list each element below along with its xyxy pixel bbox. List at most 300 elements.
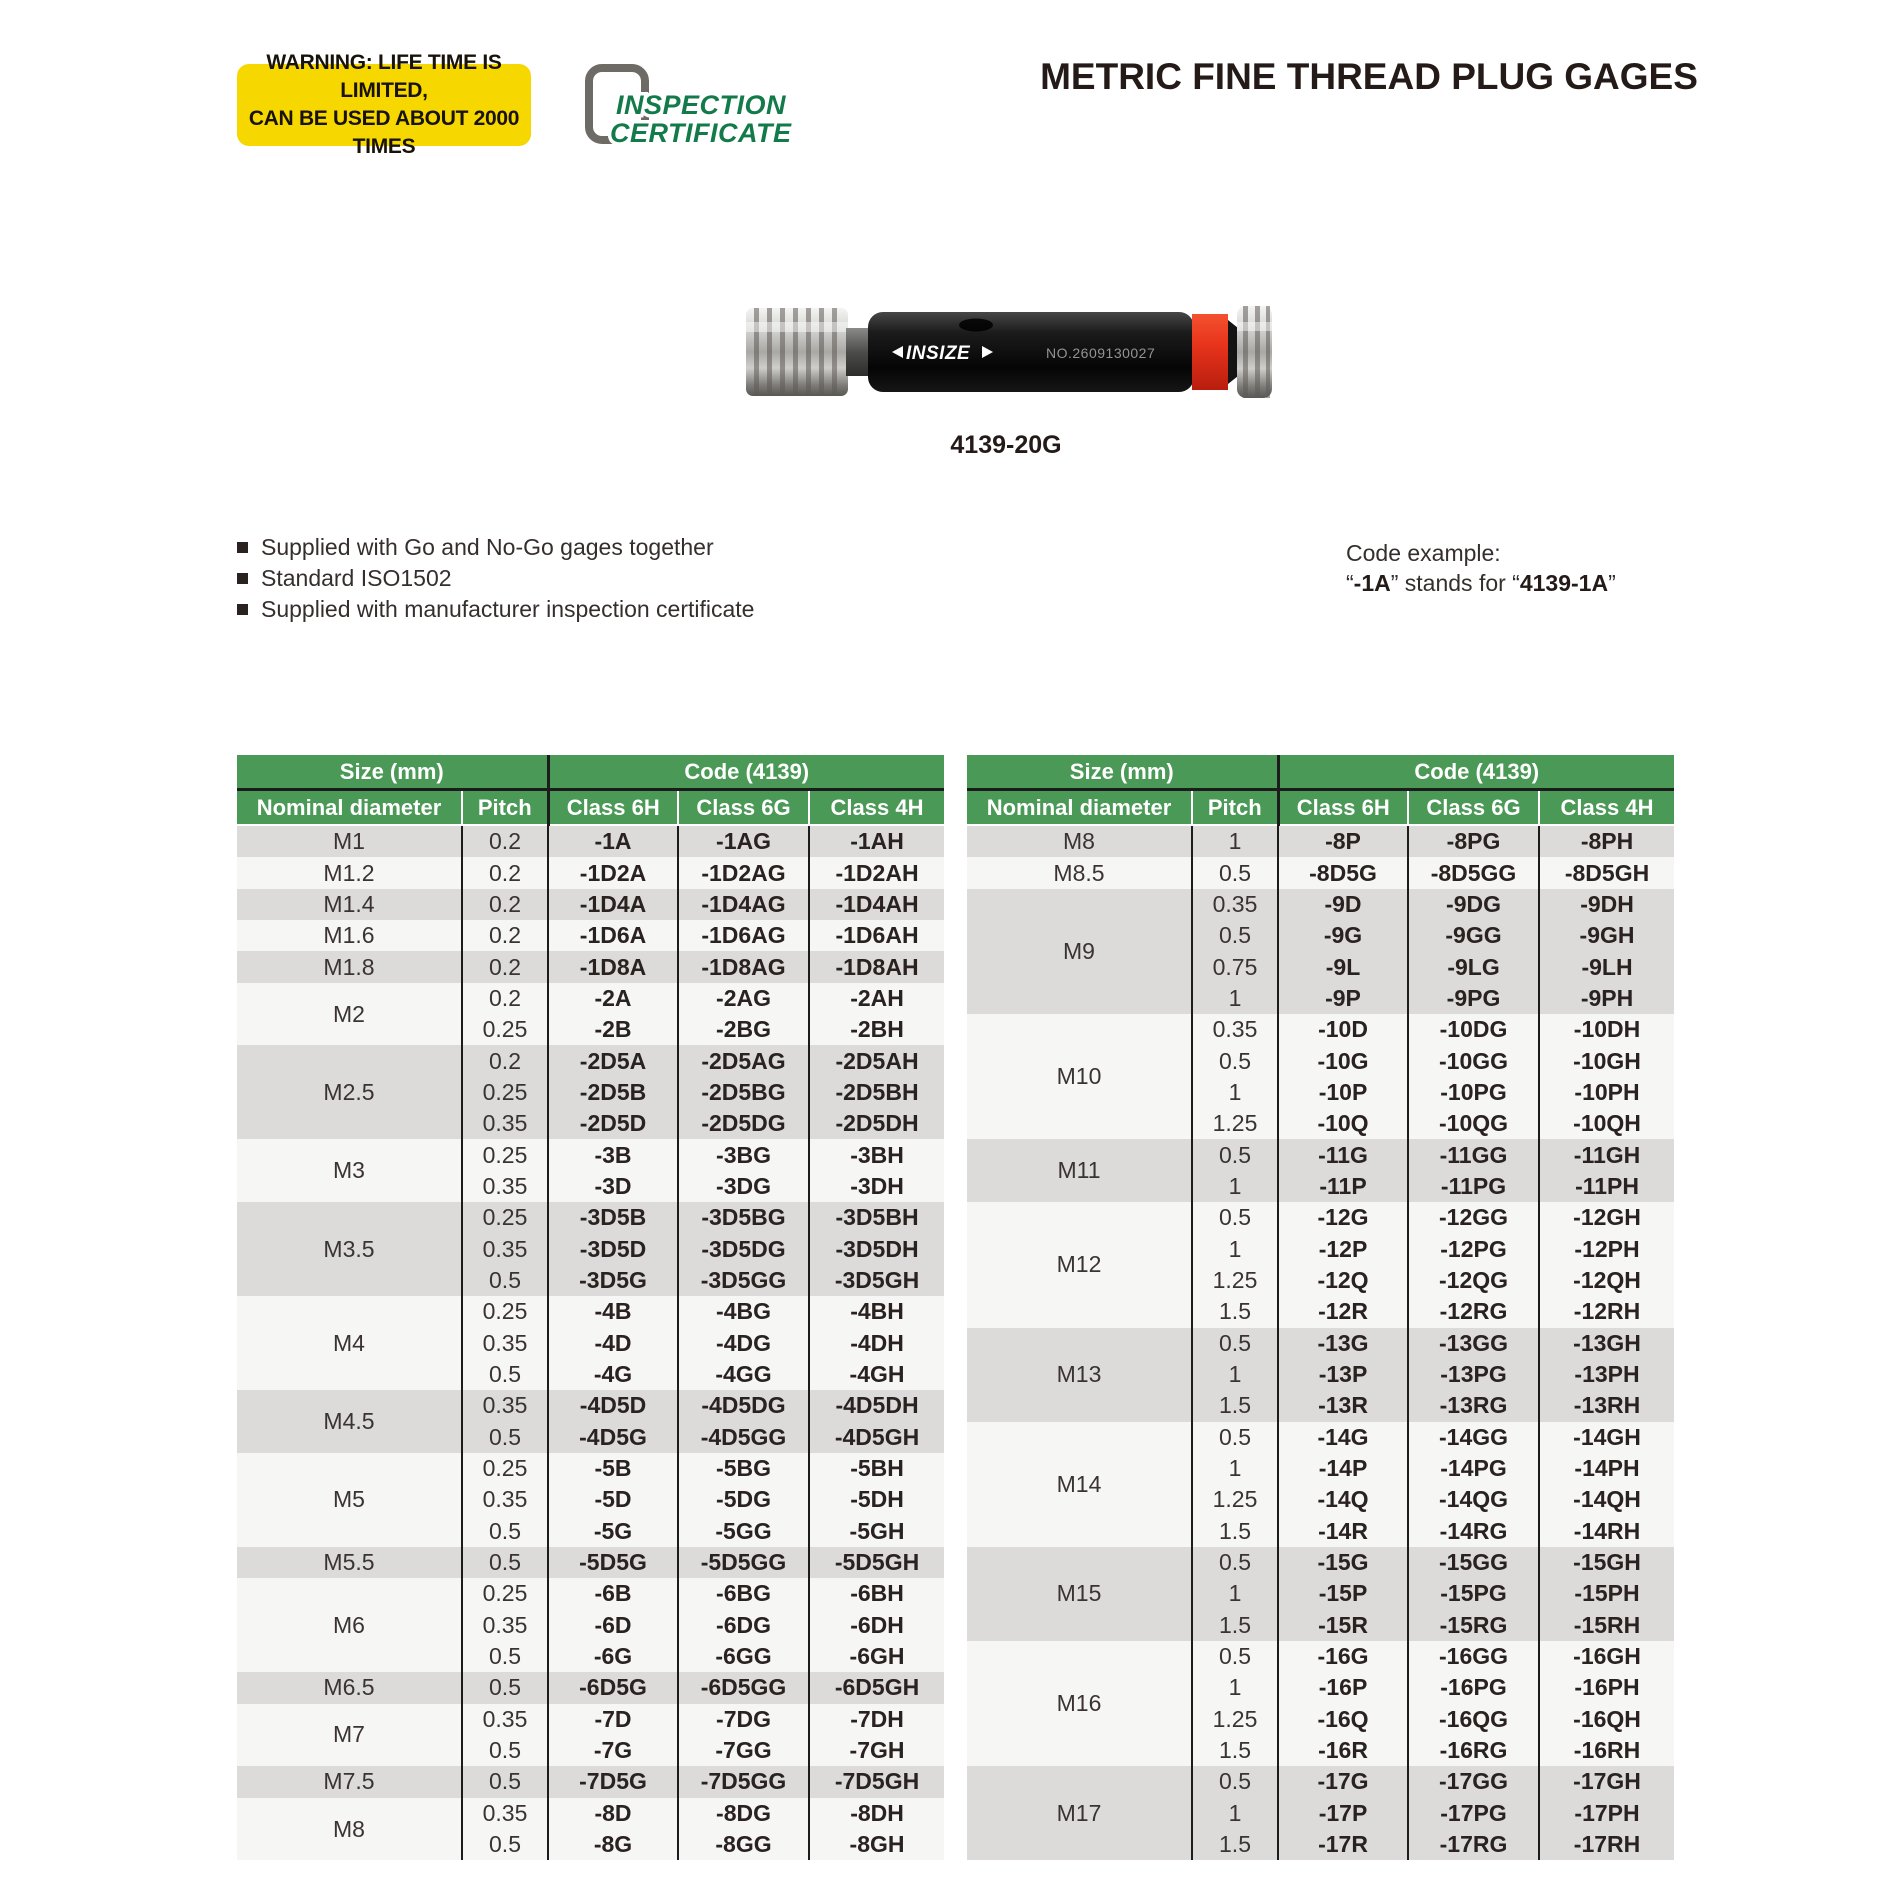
class-6h-cell: -10P [1278,1077,1408,1108]
class-6h-cell: -1A [548,825,678,857]
class-4h-cell: -13RH [1539,1390,1674,1421]
class-6g-cell: -12RG [1408,1296,1539,1327]
plug-gage-image [740,300,1272,404]
class-6g-cell: -5BG [678,1453,809,1484]
table-row [237,825,944,857]
pitch-cell: 0.35 [462,1328,548,1359]
class-6h-cell: -17P [1278,1798,1408,1829]
code-group-header: Code (4139) [548,755,944,790]
class-4h-cell: -10PH [1539,1077,1674,1108]
pitch-cell: 0.2 [462,825,548,857]
nominal-diameter-cell: M13 [967,1328,1192,1422]
pitch-cell: 0.35 [462,1610,548,1641]
table-header [237,755,944,825]
quote-open: “ [1346,570,1354,596]
table-row [237,1547,944,1578]
class-6h-cell: -1D8A [548,951,678,982]
diameter-group [237,1798,944,1861]
class-6h-cell: -12G [1278,1202,1408,1233]
class-6h-cell: -2B [548,1014,678,1045]
class-4h-cell: -8D5GH [1539,857,1674,888]
class-6g-cell: -9PG [1408,983,1539,1014]
class-6h-cell: -4D5D [548,1390,678,1421]
col-class-4h: Class 4H [1539,790,1674,826]
page-title: METRIC FINE THREAD PLUG GAGES [1040,56,1698,97]
class-4h-cell: -4DH [809,1328,944,1359]
class-6h-cell: -3D5D [548,1233,678,1264]
class-4h-cell: -7DH [809,1704,944,1735]
class-4h-cell: -5BH [809,1453,944,1484]
gage-neck-right [1228,320,1238,384]
class-6g-cell: -13PG [1408,1359,1539,1390]
class-6g-cell: -12QG [1408,1265,1539,1296]
table-row [237,1453,944,1484]
col-class-6h: Class 6H [1278,790,1408,826]
warning-box [237,51,531,158]
class-6h-cell: -15P [1278,1578,1408,1609]
class-6g-cell: -3D5DG [678,1233,809,1264]
pitch-cell: 0.5 [462,1829,548,1860]
pitch-cell: 1.5 [1192,1516,1278,1547]
table-row [967,889,1674,920]
pitch-cell: 1.25 [1192,1265,1278,1296]
table-row [237,1798,944,1829]
class-6g-cell: -9GG [1408,920,1539,951]
class-6g-cell: -9DG [1408,889,1539,920]
pitch-cell: 1 [1192,1171,1278,1202]
class-4h-cell: -9PH [1539,983,1674,1014]
class-6h-cell: -11P [1278,1171,1408,1202]
nominal-diameter-cell: M6 [237,1578,462,1672]
pitch-cell: 0.35 [462,1798,548,1829]
class-4h-cell: -15GH [1539,1547,1674,1578]
table-row [237,1139,944,1170]
table-header [967,755,1674,825]
pitch-cell: 0.2 [462,983,548,1014]
pitch-cell: 1 [1192,1233,1278,1264]
class-6h-cell: -15R [1278,1610,1408,1641]
class-6g-cell: -4D5GG [678,1422,809,1453]
pitch-cell: 0.35 [462,1108,548,1139]
class-4h-cell: -12RH [1539,1296,1674,1327]
class-6h-cell: -2A [548,983,678,1014]
class-6h-cell: -9L [1278,951,1408,982]
col-class-6h: Class 6H [548,790,678,826]
diameter-group [237,1045,944,1139]
class-4h-cell: -2D5DH [809,1108,944,1139]
pitch-cell: 0.35 [462,1233,548,1264]
pitch-cell: 0.75 [1192,951,1278,982]
class-6g-cell: -4GG [678,1359,809,1390]
class-6g-cell: -6BG [678,1578,809,1609]
code-example-label: Code example: [1346,540,1501,566]
pitch-cell: 0.35 [462,1171,548,1202]
square-bullet-icon [237,542,248,553]
class-6h-cell: -9P [1278,983,1408,1014]
warning-text-line1: WARNING: LIFE TIME IS LIMITED, [266,51,502,102]
class-6g-cell: -8GG [678,1829,809,1860]
class-6h-cell: -14Q [1278,1484,1408,1515]
table-row [967,1641,1674,1672]
class-6g-cell: -3D5GG [678,1265,809,1296]
table-row [967,1547,1674,1578]
class-4h-cell: -11GH [1539,1139,1674,1170]
class-6h-cell: -3D [548,1171,678,1202]
class-6h-cell: -13G [1278,1328,1408,1359]
class-4h-cell: -12PH [1539,1233,1674,1264]
class-4h-cell: -16QH [1539,1704,1674,1735]
class-6g-cell: -10PG [1408,1077,1539,1108]
class-4h-cell: -10DH [1539,1014,1674,1045]
pitch-cell: 0.25 [462,1578,548,1609]
pitch-cell: 0.5 [1192,857,1278,888]
class-4h-cell: -14PH [1539,1453,1674,1484]
table-row [237,1766,944,1797]
table-row [237,1672,944,1703]
class-6g-cell: -2D5BG [678,1077,809,1108]
class-4h-cell: -3BH [809,1139,944,1170]
pitch-cell: 1.5 [1192,1735,1278,1766]
certificate-icon [572,52,812,162]
class-4h-cell: -5DH [809,1484,944,1515]
class-4h-cell: -8GH [809,1829,944,1860]
class-6g-cell: -5D5GG [678,1547,809,1578]
square-bullet-icon [237,573,248,584]
class-4h-cell: -14RH [1539,1516,1674,1547]
class-4h-cell: -3DH [809,1171,944,1202]
class-4h-cell: -3D5DH [809,1233,944,1264]
class-6g-cell: -16PG [1408,1672,1539,1703]
class-6g-cell: -11PG [1408,1171,1539,1202]
class-4h-cell: -1D6AH [809,920,944,951]
class-6h-cell: -8P [1278,825,1408,857]
pitch-cell: 0.5 [462,1422,548,1453]
class-4h-cell: -16PH [1539,1672,1674,1703]
pitch-cell: 0.2 [462,951,548,982]
square-bullet-icon [237,604,248,615]
list-item [237,532,754,563]
class-4h-cell: -1D8AH [809,951,944,982]
nominal-diameter-cell: M1.2 [237,857,462,888]
pitch-cell: 1 [1192,983,1278,1014]
class-6h-cell: -17R [1278,1829,1408,1860]
class-6h-cell: -4D [548,1328,678,1359]
gage-body [868,312,1194,392]
table-row [237,1578,944,1609]
diameter-group [967,1139,1674,1202]
class-6h-cell: -16Q [1278,1704,1408,1735]
table-row [237,920,944,951]
class-6g-cell: -16RG [1408,1735,1539,1766]
pitch-cell: 0.5 [1192,1547,1278,1578]
size-group-header: Size (mm) [967,755,1278,790]
class-4h-cell: -15RH [1539,1610,1674,1641]
class-6h-cell: -6B [548,1578,678,1609]
class-6g-cell: -5DG [678,1484,809,1515]
class-6g-cell: -5GG [678,1516,809,1547]
table-row [237,1704,944,1735]
nominal-diameter-cell: M8 [967,825,1192,857]
class-6g-cell: -2D5DG [678,1108,809,1139]
table-row [237,1202,944,1233]
class-6g-cell: -8DG [678,1798,809,1829]
class-6h-cell: -1D6A [548,920,678,951]
table-row [967,857,1674,888]
class-4h-cell: -4GH [809,1359,944,1390]
nominal-diameter-cell: M2.5 [237,1045,462,1139]
nominal-diameter-cell: M8 [237,1798,462,1861]
nominal-diameter-cell: M17 [967,1766,1192,1860]
table-row [237,1296,944,1327]
class-6g-cell: -15RG [1408,1610,1539,1641]
col-nominal-diameter: Nominal diameter [237,790,462,826]
class-6g-cell: -8D5GG [1408,857,1539,888]
class-6h-cell: -16P [1278,1672,1408,1703]
pitch-cell: 0.5 [1192,1139,1278,1170]
feature-text: Supplied with Go and No-Go gages together [261,534,714,560]
pitch-cell: 0.2 [462,1045,548,1076]
class-6g-cell: -4DG [678,1328,809,1359]
pitch-cell: 1.5 [1192,1390,1278,1421]
class-6g-cell: -3BG [678,1139,809,1170]
nominal-diameter-cell: M1.4 [237,889,462,920]
class-6h-cell: -14G [1278,1422,1408,1453]
class-6g-cell: -7D5GG [678,1766,809,1797]
diameter-group [237,951,944,982]
nominal-diameter-cell: M12 [967,1202,1192,1327]
feature-list [237,532,754,625]
class-4h-cell: -9GH [1539,920,1674,951]
class-6g-cell: -17PG [1408,1798,1539,1829]
class-4h-cell: -6DH [809,1610,944,1641]
class-6h-cell: -7G [548,1735,678,1766]
pitch-cell: 0.35 [462,1704,548,1735]
nominal-diameter-cell: M4.5 [237,1390,462,1453]
class-6g-cell: -9LG [1408,951,1539,982]
nominal-diameter-cell: M3 [237,1139,462,1202]
nominal-diameter-cell: M5 [237,1453,462,1547]
go-thread-end [746,308,848,396]
pitch-cell: 1 [1192,1798,1278,1829]
pitch-cell: 0.35 [462,1484,548,1515]
pitch-cell: 0.5 [462,1265,548,1296]
class-6g-cell: -7GG [678,1735,809,1766]
nominal-diameter-cell: M8.5 [967,857,1192,888]
table-row [967,1422,1674,1453]
pitch-cell: 0.5 [1192,1328,1278,1359]
class-6g-cell: -2D5AG [678,1045,809,1076]
diameter-group [237,983,944,1046]
class-6h-cell: -2D5A [548,1045,678,1076]
class-4h-cell: -8PH [1539,825,1674,857]
class-4h-cell: -4D5GH [809,1422,944,1453]
table-row [967,1014,1674,1045]
list-item [237,563,754,594]
class-6g-cell: -10GG [1408,1045,1539,1076]
class-4h-cell: -6BH [809,1578,944,1609]
class-6h-cell: -10G [1278,1045,1408,1076]
product-code-caption: 4139-20G [950,431,1062,459]
pitch-cell: 0.2 [462,857,548,888]
nominal-diameter-cell: M6.5 [237,1672,462,1703]
code-group-header: Code (4139) [1278,755,1674,790]
list-item [237,594,754,625]
pitch-cell: 1 [1192,1077,1278,1108]
nominal-diameter-cell: M1.8 [237,951,462,982]
class-6g-cell: -4BG [678,1296,809,1327]
class-6h-cell: -16R [1278,1735,1408,1766]
table-row [967,1139,1674,1170]
class-6h-cell: -16G [1278,1641,1408,1672]
pitch-cell: 0.35 [1192,889,1278,920]
class-6h-cell: -5G [548,1516,678,1547]
class-6g-cell: -15PG [1408,1578,1539,1609]
pitch-cell: 0.25 [462,1077,548,1108]
pitch-cell: 0.25 [462,1014,548,1045]
pitch-cell: 0.25 [462,1202,548,1233]
quote-close: ” [1608,570,1616,596]
class-6h-cell: -8G [548,1829,678,1860]
diameter-group [967,1328,1674,1422]
col-class-6g: Class 6G [678,790,809,826]
class-6h-cell: -13P [1278,1359,1408,1390]
nominal-diameter-cell: M10 [967,1014,1192,1139]
code-example [1346,538,1616,598]
class-4h-cell: -12GH [1539,1202,1674,1233]
class-4h-cell: -14QH [1539,1484,1674,1515]
class-6h-cell: -6D5G [548,1672,678,1703]
class-6g-cell: -2BG [678,1014,809,1045]
class-6g-cell: -10DG [1408,1014,1539,1045]
class-6g-cell: -14RG [1408,1516,1539,1547]
class-4h-cell: -9LH [1539,951,1674,982]
class-6g-cell: -3D5BG [678,1202,809,1233]
inspection-certificate-logo [572,52,812,162]
diameter-group [967,825,1674,857]
diameter-group [237,857,944,888]
table-row [967,1766,1674,1797]
pitch-cell: 0.2 [462,889,548,920]
nominal-diameter-cell: M11 [967,1139,1192,1202]
table-row [967,1202,1674,1233]
class-4h-cell: -13GH [1539,1328,1674,1359]
pitch-cell: 0.5 [462,1766,548,1797]
product-figure [740,300,1272,460]
pitch-cell: 0.5 [462,1547,548,1578]
class-4h-cell: -4BH [809,1296,944,1327]
diameter-group [237,1390,944,1453]
diameter-group [967,1202,1674,1327]
class-6h-cell: -4G [548,1359,678,1390]
class-6h-cell: -9D [1278,889,1408,920]
class-6g-cell: -12PG [1408,1233,1539,1264]
code-middle-text: ” stands for “ [1390,570,1520,596]
class-6h-cell: -4D5G [548,1422,678,1453]
class-6g-cell: -17RG [1408,1829,1539,1860]
nominal-diameter-cell: M15 [967,1547,1192,1641]
table-row [237,1390,944,1421]
pitch-cell: 1 [1192,825,1278,857]
class-4h-cell: -3D5GH [809,1265,944,1296]
class-6h-cell: -10Q [1278,1108,1408,1139]
pitch-cell: 1 [1192,1359,1278,1390]
class-6g-cell: -2AG [678,983,809,1014]
pitch-cell: 0.25 [462,1139,548,1170]
class-6g-cell: -1D2AG [678,857,809,888]
nominal-diameter-cell: M5.5 [237,1547,462,1578]
class-6h-cell: -14P [1278,1453,1408,1484]
class-4h-cell: -5D5GH [809,1547,944,1578]
class-6g-cell: -1D4AG [678,889,809,920]
pitch-cell: 0.25 [462,1296,548,1327]
class-6g-cell: -14GG [1408,1422,1539,1453]
nominal-diameter-cell: M7 [237,1704,462,1767]
class-4h-cell: -6D5GH [809,1672,944,1703]
diameter-group [967,1014,1674,1139]
nogo-red-ring [1192,314,1228,390]
class-6h-cell: -3D5B [548,1202,678,1233]
class-4h-cell: -14GH [1539,1422,1674,1453]
col-pitch: Pitch [1192,790,1278,826]
class-6h-cell: -9G [1278,920,1408,951]
diameter-group [237,1766,944,1797]
diameter-group [237,889,944,920]
nominal-diameter-cell: M1 [237,825,462,857]
diameter-group [967,889,1674,1014]
class-4h-cell: -6GH [809,1641,944,1672]
class-6h-cell: -5D [548,1484,678,1515]
nogo-thread-end [1237,306,1272,398]
diameter-group [967,857,1674,888]
diameter-group [237,920,944,951]
class-6h-cell: -8D5G [1278,857,1408,888]
class-6h-cell: -12R [1278,1296,1408,1327]
class-6g-cell: -6DG [678,1610,809,1641]
class-4h-cell: -5GH [809,1516,944,1547]
code-short: -1A [1353,570,1391,596]
class-6g-cell: -16QG [1408,1704,1539,1735]
class-6h-cell: -3B [548,1139,678,1170]
pitch-cell: 0.5 [462,1672,548,1703]
class-4h-cell: -8DH [809,1798,944,1829]
col-class-4h: Class 4H [809,790,944,826]
class-6h-cell: -14R [1278,1516,1408,1547]
class-4h-cell: -17GH [1539,1766,1674,1797]
class-6g-cell: -14PG [1408,1453,1539,1484]
class-4h-cell: -11PH [1539,1171,1674,1202]
class-4h-cell: -7GH [809,1735,944,1766]
nominal-diameter-cell: M14 [967,1422,1192,1547]
pitch-cell: 1.25 [1192,1108,1278,1139]
feature-text: Supplied with manufacturer inspection certificate [261,596,755,622]
class-6h-cell: -5D5G [548,1547,678,1578]
class-6h-cell: -3D5G [548,1265,678,1296]
class-6g-cell: -1D6AG [678,920,809,951]
hang-hole [959,319,993,332]
nominal-diameter-cell: M1.6 [237,920,462,951]
pitch-cell: 0.5 [1192,1422,1278,1453]
class-4h-cell: -2D5BH [809,1077,944,1108]
class-6h-cell: -13R [1278,1390,1408,1421]
pitch-cell: 1.5 [1192,1829,1278,1860]
diameter-group [967,1547,1674,1641]
class-6h-cell: -10D [1278,1014,1408,1045]
class-6g-cell: -7DG [678,1704,809,1735]
pitch-cell: 1.5 [1192,1296,1278,1327]
diameter-group [967,1422,1674,1547]
pitch-cell: 0.5 [1192,920,1278,951]
pitch-cell: 1 [1192,1578,1278,1609]
